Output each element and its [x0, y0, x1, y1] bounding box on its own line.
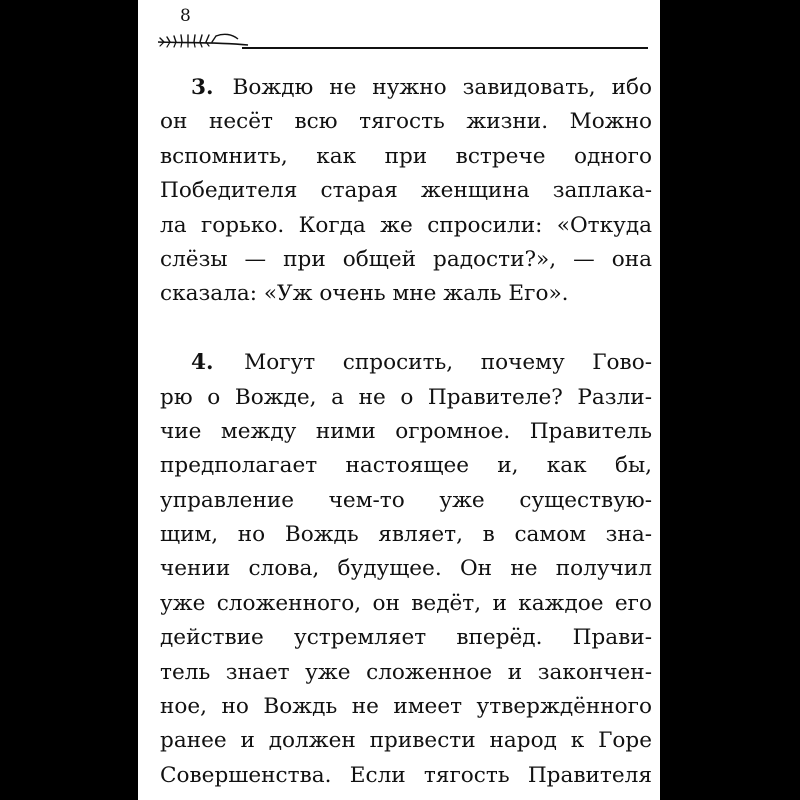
text-line: 4. Могут спросить, почему Гово-: [191, 350, 652, 376]
page-text: [160, 71, 652, 793]
text-line: щим, но Вождь являет, в самом зна-: [160, 522, 652, 548]
fern-ornament-icon: [156, 30, 250, 50]
text-line: чие между ними огромное. Правитель: [160, 418, 652, 444]
paragraph-number: 3.: [191, 75, 214, 100]
text-line: он несёт всю тягость жизни. Можно: [160, 109, 652, 135]
paragraph-gap: [160, 312, 652, 346]
text-line: уже сложенного, он ведёт, и каждое его: [160, 590, 652, 616]
text-line: управление чем-то уже существую-: [160, 487, 652, 513]
text-line: вспомнить, как при встрече одного: [160, 143, 652, 169]
text-line: Победителя старая женщина заплака-: [160, 178, 652, 204]
text-line: ла горько. Когда же спросили: «Откуда: [160, 212, 652, 238]
text-line: чении слова, будущее. Он не получил: [160, 556, 652, 582]
text-line: действие устремляет вперёд. Прави-: [160, 625, 652, 651]
paragraph-4: [160, 346, 652, 793]
text-line: ранее и должен привести народ к Горе: [160, 728, 652, 754]
text-line: предполагает настоящее и, как бы,: [160, 453, 652, 479]
paragraph-3: [160, 71, 652, 312]
text-line: ное, но Вождь не имеет утверждённого: [160, 694, 652, 720]
book-page: [138, 0, 660, 800]
paragraph-number: 4.: [191, 350, 214, 376]
page-number: 8: [180, 6, 191, 26]
text-line: 3. Вождю не нужно завидовать, ибо: [191, 75, 652, 100]
header-rule: [242, 47, 648, 49]
text-line: слёзы — при общей радости?», — она: [160, 246, 652, 272]
text-line: тель знает уже сложенное и закончен-: [160, 659, 652, 685]
text-line: рю о Вожде, а не о Правителе? Разли-: [160, 384, 652, 410]
text-line: Совершенства. Если тягость Правителя: [160, 762, 652, 788]
text-line: сказала: «Уж очень мне жаль Его».: [160, 281, 569, 307]
